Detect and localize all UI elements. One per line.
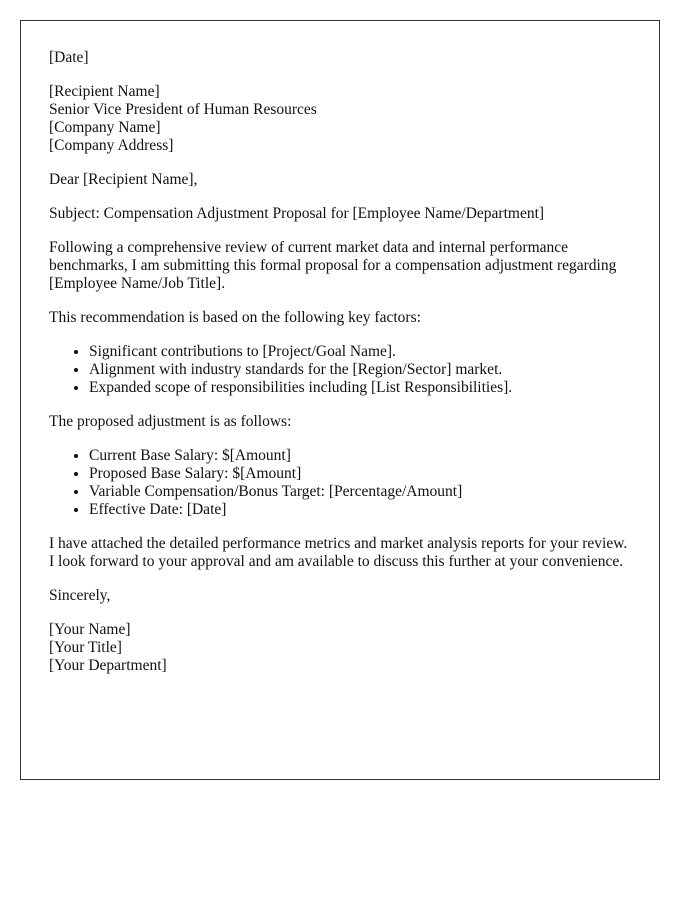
recipient-block xyxy=(49,83,629,155)
salutation: Dear [Recipient Name], xyxy=(49,171,198,188)
adjustment-intro: The proposed adjustment is as follows: xyxy=(49,413,292,430)
sender-block xyxy=(49,621,629,675)
adjustment-item: • Variable Compensation/Bonus Target: [Percentage/Amount] xyxy=(89,483,629,501)
intro-paragraph: Following a comprehensive review of current market data and internal performance benchmarks, I am submitting this formal proposal for a compensation adjustment regarding [Employee Name/Job Title]. xyxy=(49,239,617,292)
signoff: Sincerely, xyxy=(49,587,111,604)
adjustment-item: • Effective Date: [Date] xyxy=(89,501,629,519)
recipient-company: [Company Name] xyxy=(49,119,161,136)
closing-paragraph: I have attached the detailed performance metrics and market analysis reports for your review. I look forward to your approval and am available to discuss this further at your convenience. xyxy=(49,535,628,570)
adjustment-list xyxy=(49,447,629,519)
recipient-name: [Recipient Name] xyxy=(49,83,160,100)
sender-name: [Your Name] xyxy=(49,621,131,638)
factor-item: • Alignment with industry standards for the [Region/Sector] market. xyxy=(89,361,629,379)
letter-date: [Date] xyxy=(49,49,89,66)
subject-line: Subject: Compensation Adjustment Proposal for [Employee Name/Department] xyxy=(49,205,545,222)
letter-page xyxy=(20,20,660,780)
sender-title: [Your Title] xyxy=(49,639,122,656)
sender-department: [Your Department] xyxy=(49,657,167,674)
date-line xyxy=(49,49,629,67)
adjustment-item: • Proposed Base Salary: $[Amount] xyxy=(89,465,629,483)
letter-content xyxy=(49,49,629,691)
factor-item: • Significant contributions to [Project/Goal Name]. xyxy=(89,343,629,361)
factor-item: • Expanded scope of responsibilities including [List Responsibilities]. xyxy=(89,379,629,397)
adjustment-item: • Current Base Salary: $[Amount] xyxy=(89,447,629,465)
recipient-address: [Company Address] xyxy=(49,137,174,154)
factors-list xyxy=(49,343,629,397)
factors-intro: This recommendation is based on the following key factors: xyxy=(49,309,421,326)
recipient-title: Senior Vice President of Human Resources xyxy=(49,101,317,118)
